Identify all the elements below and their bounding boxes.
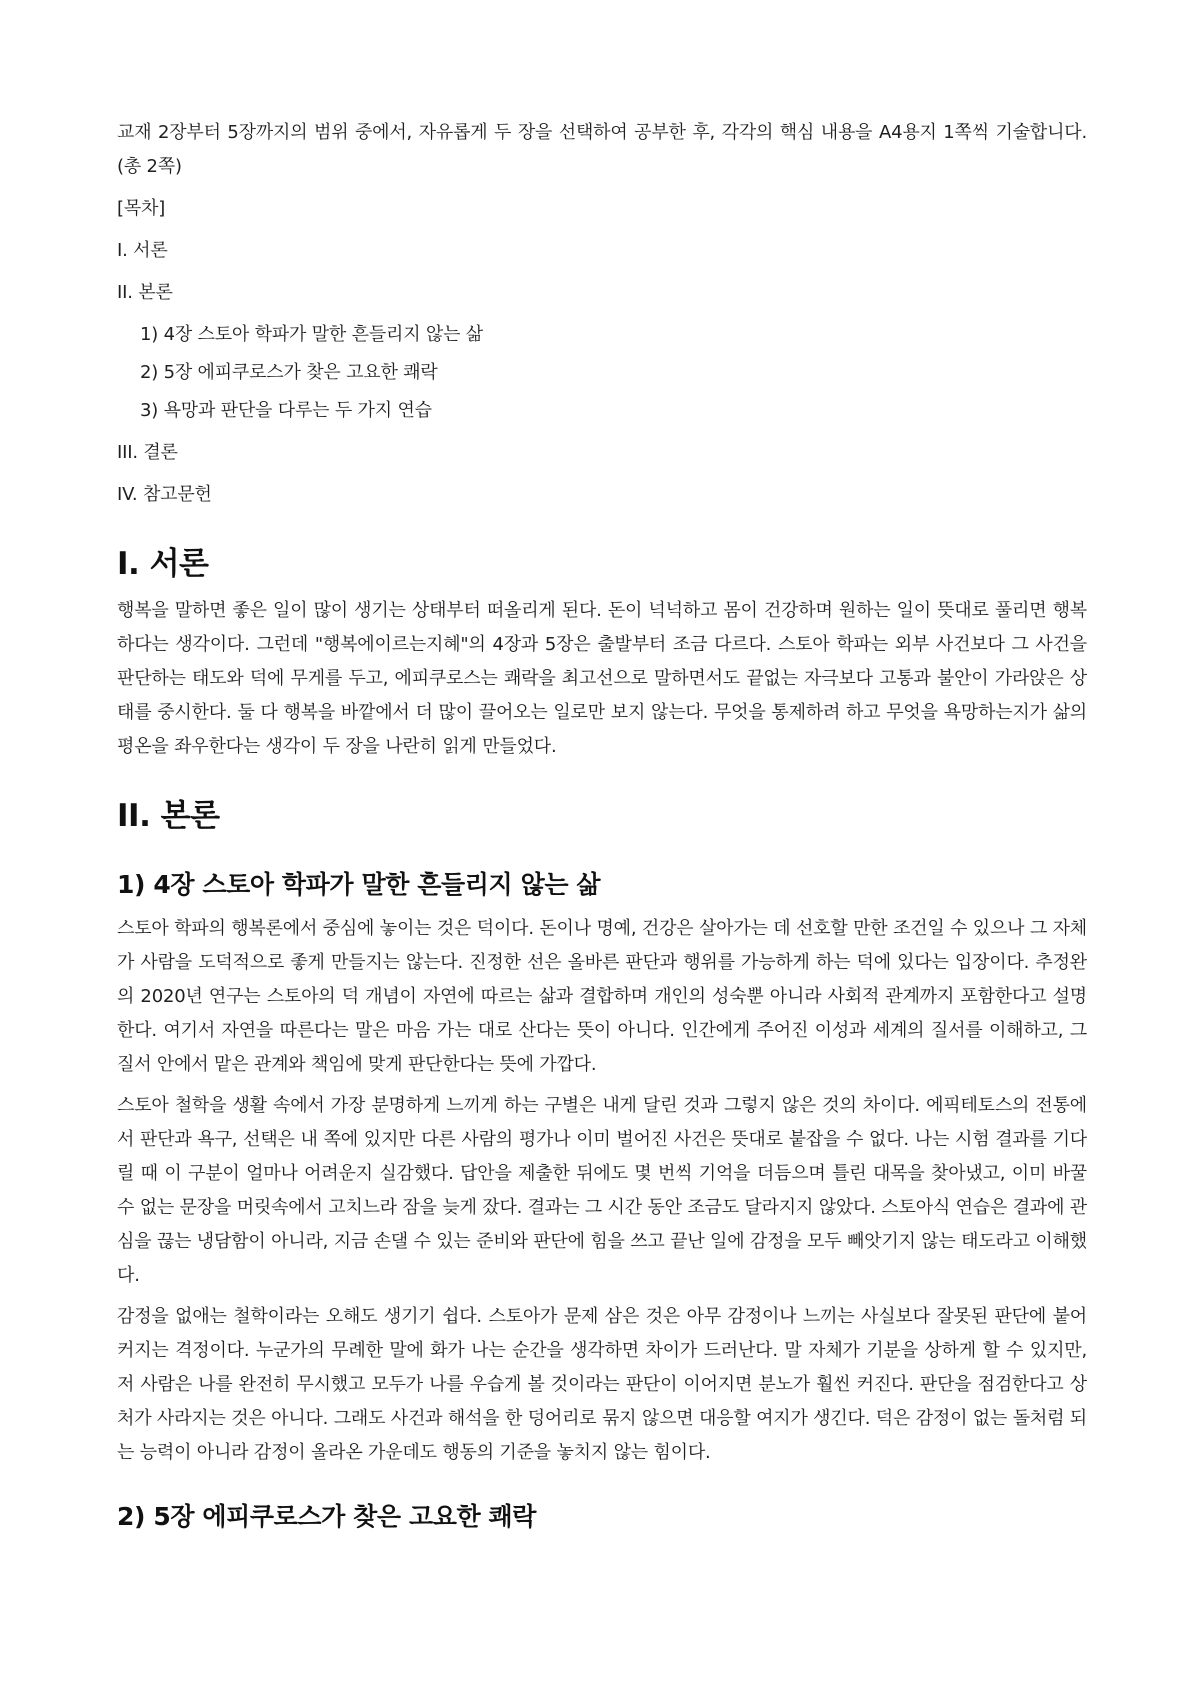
toc-item-references: IV. 참고문헌 bbox=[117, 484, 212, 505]
introduction-paragraph: 행복을 말하면 좋은 일이 많이 생기는 상태부터 떠올리게 된다. 돈이 넉넉하고 몸이 건강하며 원하는 일이 뜻대로 풀리면 행복하다는 생각이다. 그런데 "행복에이르는지혜"의 4장과 5장은 출발부터 조금 다르다. 스토아 학파는 외부 사건보다 그 사건을 판단하는 태도와 덕에 무게를 두고, 에피쿠로스는 쾌락을 최고선으로 말하면서도 끝없는 자극보다 고통과 불안이 가라앉은 상태를 중시한다. 둘 다 행복을 바깥에서 더 많이 끌어오는 일로만 보지 않는다. 무엇을 통제하려 하고 무엇을 욕망하는지가 삶의 평온을 좌우한다는 생각이 두 장을 나란히 읽게 만들었다. bbox=[117, 600, 1087, 757]
toc-item-chapter5: 2) 5장 에피쿠로스가 찾은 고요한 쾌락 bbox=[140, 362, 438, 383]
document-page bbox=[117, 116, 1087, 1544]
chapter4-paragraph: 스토아 학파의 행복론에서 중심에 놓이는 것은 덕이다. 돈이나 명예, 건강은 살아가는 데 선호할 만한 조건일 수 있으나 그 자체가 사람을 도덕적으로 좋게 만들지는 않는다. 진정한 선은 올바른 판단과 행위를 가능하게 하는 덕에 있다는 입장이다. 추정완의 2020년 연구는 스토아의 덕 개념이 자연에 따르는 삶과 결합하며 개인의 성숙뿐 아니라 사회적 관계까지 포함한다고 설명한다. 여기서 자연을 따른다는 말은 마음 가는 대로 산다는 뜻이 아니다. 인간에게 주어진 이성과 세계의 질서를 이해하고, 그 질서 안에서 맡은 관계와 책임에 맞게 판단한다는 뜻에 가깝다. bbox=[117, 918, 1088, 1075]
toc-item-chapter4: 1) 4장 스토아 학파가 말한 흔들리지 않는 삶 bbox=[140, 324, 483, 345]
toc-title: [목차] bbox=[117, 198, 166, 219]
toc-item-body: II. 본론 bbox=[117, 282, 173, 303]
toc-item-practice: 3) 욕망과 판단을 다루는 두 가지 연습 bbox=[140, 400, 432, 421]
chapter4-paragraph: 스토아 철학을 생활 속에서 가장 분명하게 느끼게 하는 구별은 내게 달린 것과 그렇지 않은 것의 차이다. 에픽테토스의 전통에서 판단과 욕구, 선택은 내 쪽에 있지만 다른 사람의 평가나 이미 벌어진 사건은 뜻대로 붙잡을 수 없다. 나는 시험 결과를 기다릴 때 이 구분이 얼마나 어려운지 실감했다. 답안을 제출한 뒤에도 몇 번씩 기억을 더듬으며 틀린 대목을 찾아냈고, 이미 바꿀 수 없는 문장을 머릿속에서 고치느라 잠을 늦게 잤다. 결과는 그 시간 동안 조금도 달라지지 않았다. 스토아식 연습은 결과에 관심을 끊는 냉담함이 아니라, 지금 손댈 수 있는 준비와 판단에 힘을 쓰고 끝난 일에 감정을 모두 빼앗기지 않는 태도라고 이해했다. bbox=[117, 1095, 1087, 1286]
toc-item-conclusion: III. 결론 bbox=[117, 442, 178, 463]
chapter5-heading: 2) 5장 에피쿠로스가 찾은 고요한 쾌락 bbox=[117, 1502, 537, 1531]
assignment-instructions: 교재 2장부터 5장까지의 범위 중에서, 자유롭게 두 장을 선택하여 공부한 후, 각각의 핵심 내용을 A4용지 1쪽씩 기술합니다. (총 2쪽) bbox=[117, 122, 1087, 177]
chapter4-heading: 1) 4장 스토아 학파가 말한 흔들리지 않는 삶 bbox=[117, 870, 601, 899]
body-heading: II. 본론 bbox=[117, 798, 220, 834]
introduction-heading: I. 서론 bbox=[117, 546, 209, 582]
chapter4-paragraph: 감정을 없애는 철학이라는 오해도 생기기 쉽다. 스토아가 문제 삼은 것은 아무 감정이나 느끼는 사실보다 잘못된 판단에 붙어 커지는 격정이다. 누군가의 무례한 말에 화가 나는 순간을 생각하면 차이가 드러난다. 말 자체가 기분을 상하게 할 수 있지만, 저 사람은 나를 완전히 무시했고 모두가 나를 우습게 볼 것이라는 판단이 이어지면 분노가 훨씬 커진다. 판단을 점검한다고 상처가 사라지는 것은 아니다. 그래도 사건과 해석을 한 덩어리로 묶지 않으면 대응할 여지가 생긴다. 덕은 감정이 없는 돌처럼 되는 능력이 아니라 감정이 올라온 가운데도 행동의 기준을 놓치지 않는 힘이다. bbox=[117, 1306, 1088, 1463]
toc-item-introduction: I. 서론 bbox=[117, 240, 168, 261]
table-of-contents bbox=[117, 234, 1087, 512]
